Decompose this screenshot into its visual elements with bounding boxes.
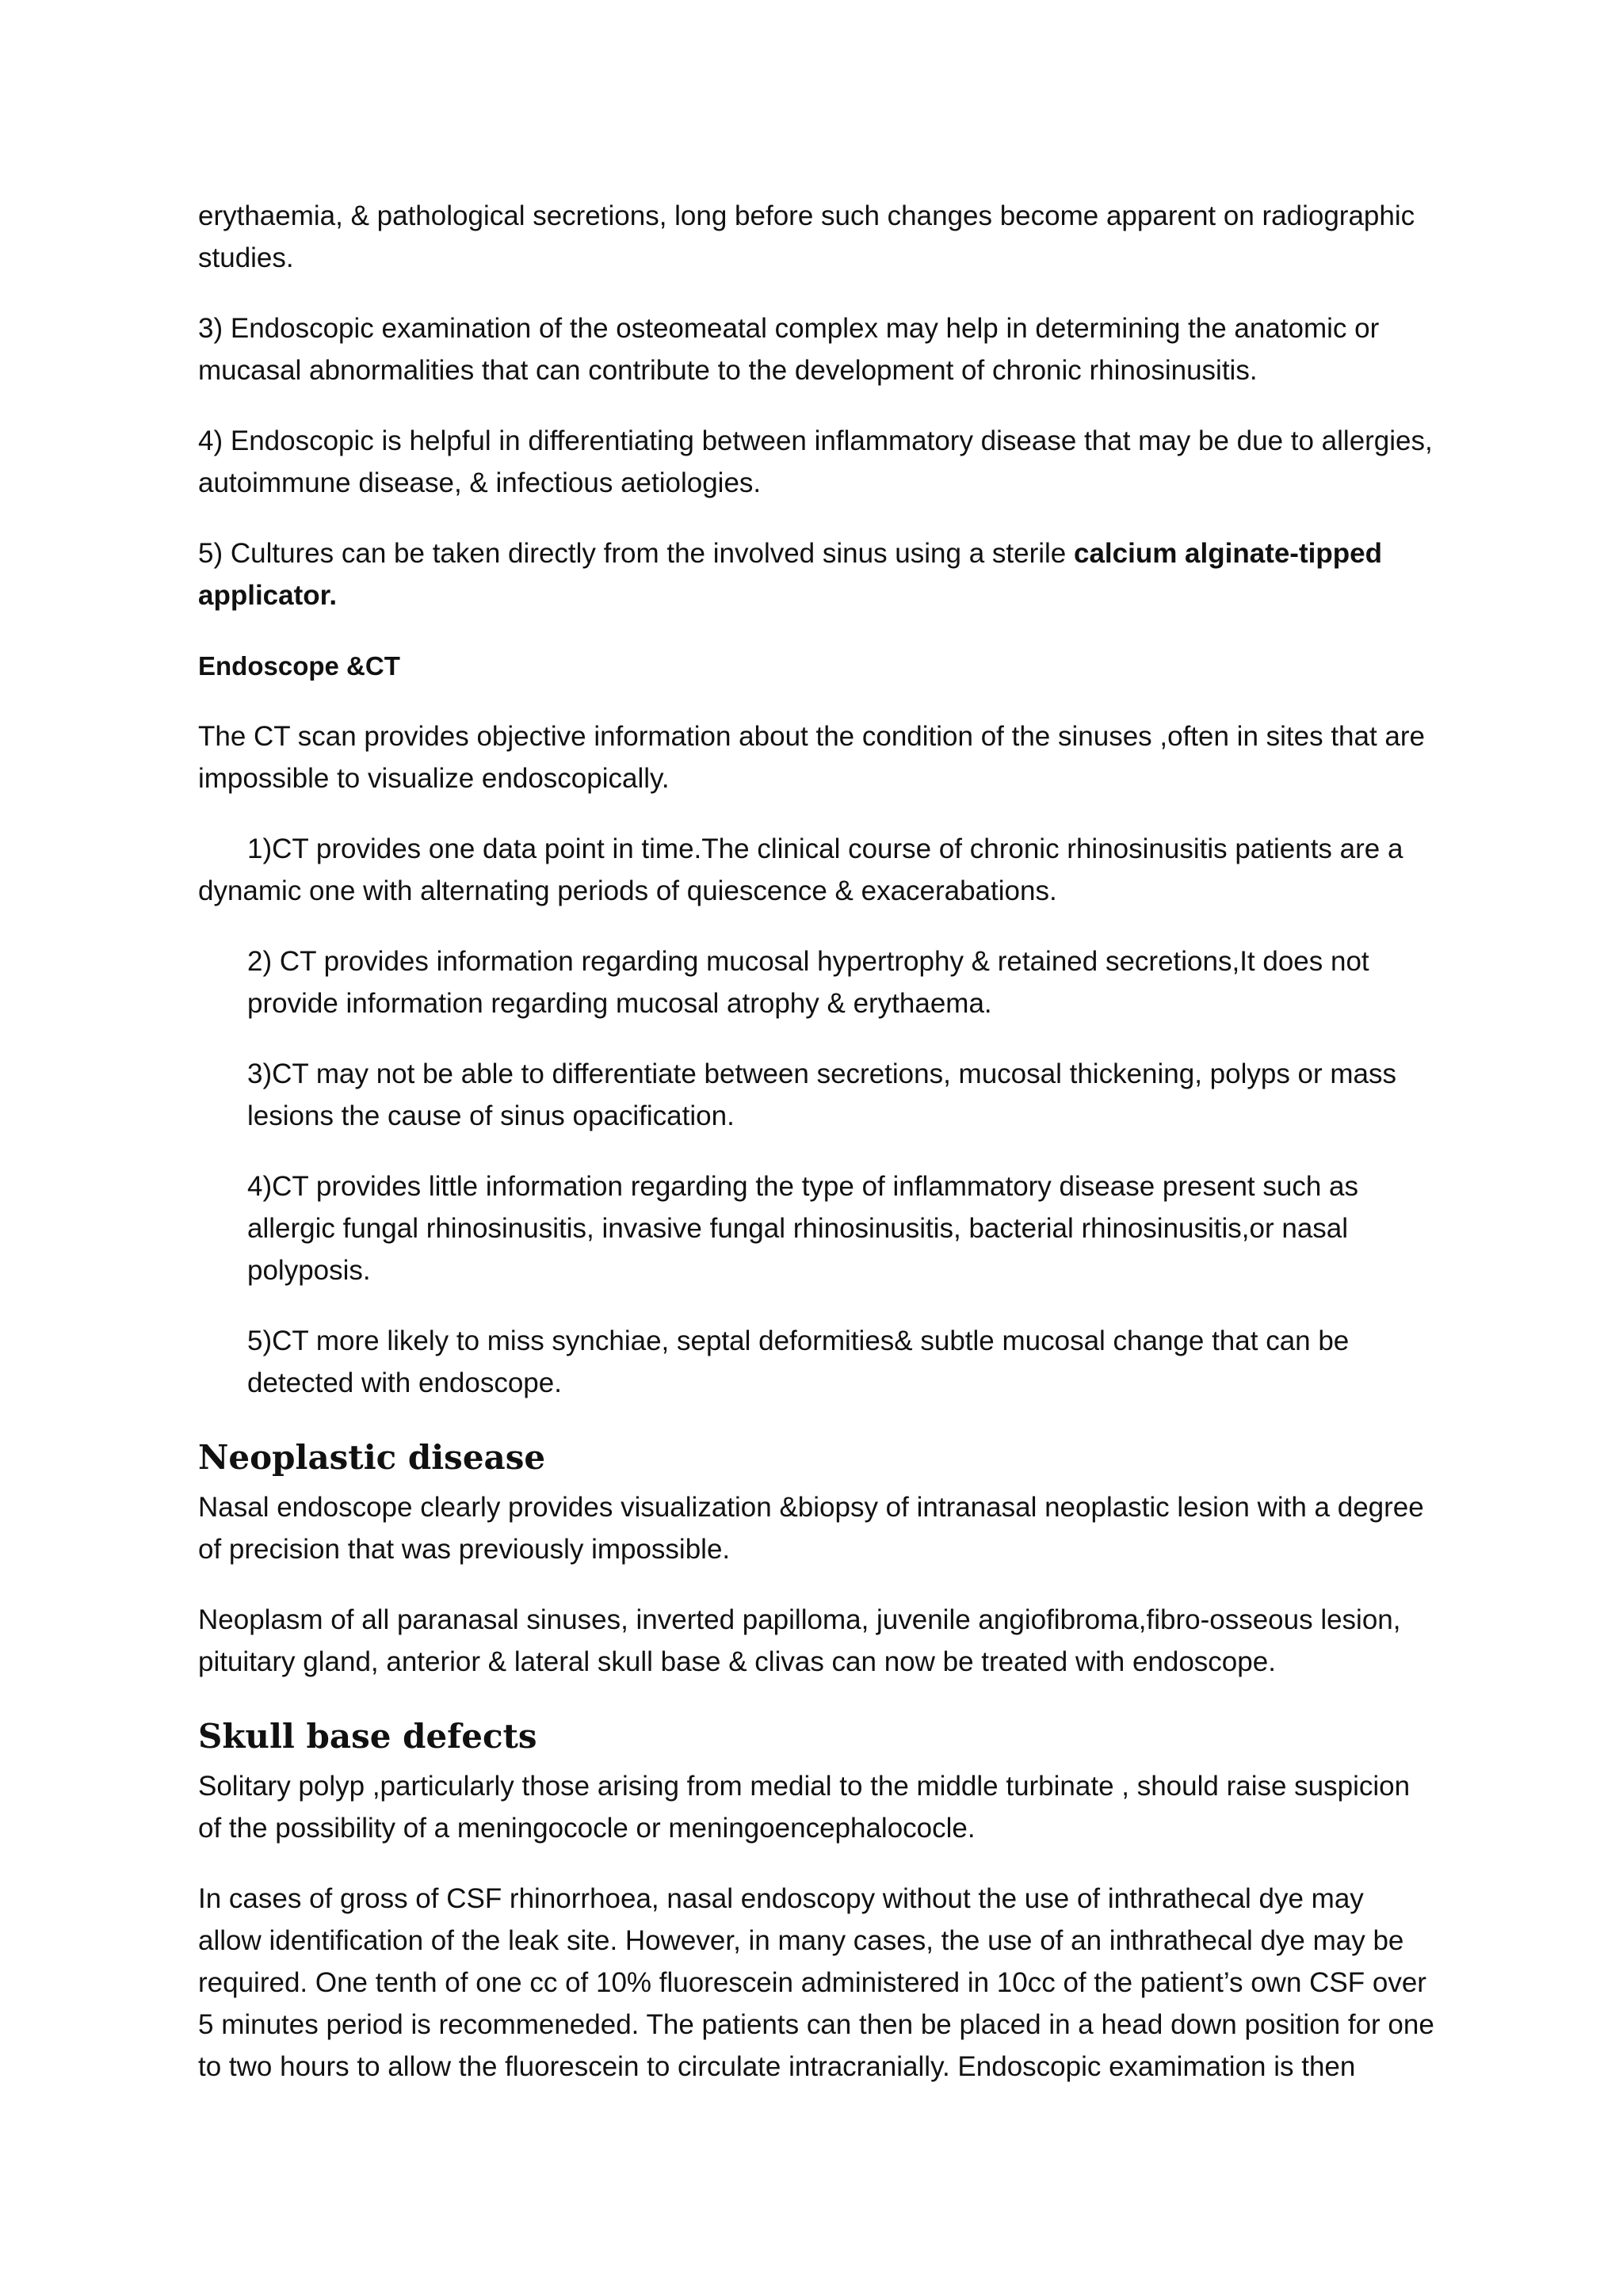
point-5-text: 5) Cultures can be taken directly from the involved sinus using a sterile bbox=[198, 538, 1074, 569]
ct-point-5: 5)CT more likely to miss synchiae, septal deformities& subtle mucosal change that can be detected with endoscope. bbox=[247, 1325, 1350, 1398]
skull-base-paragraph-2: In cases of gross of CSF rhinorrhoea, nasal endoscopy without the use of inthrathecal dye may allow identification of the leak site. However, in many cases, the use of an inthrathecal dye may be required. One tenth of one cc of 10% fluorescein administered in 10cc of the patient’s own CSF over 5 minutes period is recommeneded. The patients can then be placed in a head down position for one to two hours to allow the fluorescein to circulate intracranially. Endoscopic examimation is then bbox=[198, 1883, 1434, 2082]
ct-intro-paragraph: The CT scan provides objective information about the condition of the sinuses ,often in sites that are impossible to visualize endoscopically. bbox=[198, 721, 1426, 794]
paragraph-point-3: 3) Endoscopic examination of the osteomeatal complex may help in determining the anatomic or mucasal abnormalities that can contribute to the development of chronic rhinosinusitis. bbox=[198, 313, 1380, 386]
paragraph-point-4: 4) Endoscopic is helpful in differentiating between inflammatory disease that may be due to allergies, autoimmune disease, & infectious aetiologies. bbox=[198, 425, 1433, 498]
ct-point-1: 1)CT provides one data point in time.The clinical course of chronic rhinosinusitis patients are a dynamic one with alternating periods of quiescence & exacerabations. bbox=[198, 833, 1403, 906]
skull-base-defects-heading: Skull base defects bbox=[198, 1717, 537, 1756]
document-body bbox=[198, 195, 1434, 2088]
paragraph-point-5 bbox=[198, 532, 1434, 616]
neoplastic-paragraph-1: Nasal endoscope clearly provides visualization &biopsy of intranasal neoplastic lesion with a degree of precision that was previously impossible. bbox=[198, 1492, 1424, 1565]
skull-base-paragraph-1: Solitary polyp ,particularly those arising from medial to the middle turbinate , should raise suspicion of the possibility of a meningococle or meningoencephalococle. bbox=[198, 1771, 1411, 1844]
neoplastic-paragraph-2: Neoplasm of all paranasal sinuses, inverted papilloma, juvenile angiofibroma,fibro-osseous lesion, pituitary gland, anterior & lateral skull base & clivas can now be treated with endoscope. bbox=[198, 1604, 1401, 1677]
ct-point-2: 2) CT provides information regarding mucosal hypertrophy & retained secretions,It does not provide information regarding mucosal atrophy & erythaema. bbox=[247, 946, 1369, 1019]
endoscope-ct-heading: Endoscope &CT bbox=[198, 651, 400, 681]
ct-point-3: 3)CT may not be able to differentiate between secretions, mucosal thickening, polyps or mass lesions the cause of sinus opacification. bbox=[247, 1058, 1397, 1131]
neoplastic-disease-heading: Neoplastic disease bbox=[198, 1438, 546, 1477]
paragraph-intro: erythaemia, & pathological secretions, long before such changes become apparent on radiographic studies. bbox=[198, 200, 1415, 273]
point-5-bold-text: calcium alginate-tipped applicator. bbox=[198, 538, 1382, 611]
ct-point-4: 4)CT provides little information regarding the type of inflammatory disease present such as allergic fungal rhinosinusitis, invasive fungal rhinosinusitis, bacterial rhinosinusitis,or nasal polyposis. bbox=[247, 1171, 1358, 1286]
